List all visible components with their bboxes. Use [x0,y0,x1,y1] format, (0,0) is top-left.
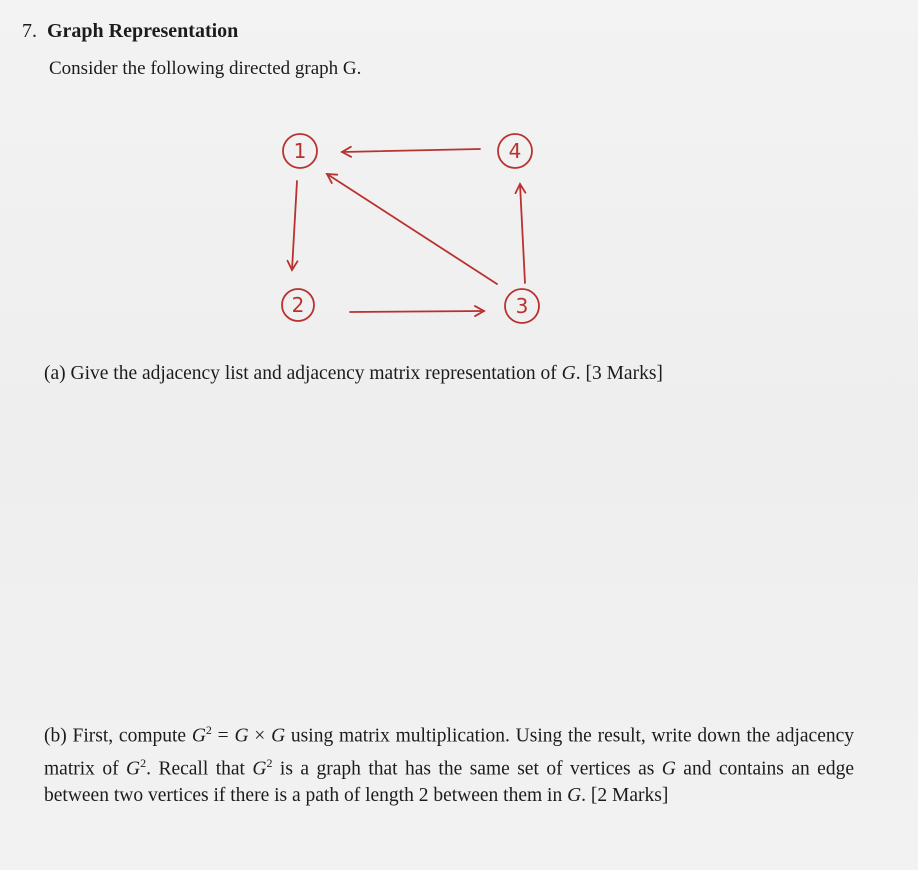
node-2-circle [282,289,314,321]
var-g: G [191,725,206,747]
part-a-marks: [3 Marks] [585,363,663,384]
edge-2-to-3 [350,311,484,312]
part-b-marks: [2 Marks] [590,785,669,806]
var-g: G [561,363,576,384]
var-g: G [271,725,286,747]
part-b-text-6: is a graph that has the same set of vertices as [272,758,662,780]
superscript-2: 2 [266,756,273,770]
part-a-body: Give the adjacency list and adjacency matrix representation of [70,363,562,384]
edge-1-to-2 [292,181,297,270]
node-2-label: 2 [291,293,305,317]
superscript-2: 2 [205,723,212,737]
part-a-label: (a) [44,363,66,384]
question-title: Graph Representation [47,20,239,42]
edge-3-to-1 [327,174,497,284]
part-b-text-4: using matrix multiplication. Using the result, write down the adjacency matrix of [44,725,854,780]
part-a-text [44,361,864,388]
part-b-text-8: . [581,785,591,806]
part-b-text [44,717,854,810]
node-3-label: 3 [515,294,529,318]
part-b-label: (b) [44,725,67,747]
var-g: G [661,758,676,780]
var-g: G [567,785,582,806]
superscript-2: 2 [140,756,147,770]
part-b-text-2: = [211,725,235,747]
edge-3-to-4 [520,184,525,283]
var-g: G [126,758,141,780]
node-1-label: 1 [293,139,307,163]
answer-space-a [44,400,864,700]
node-3-circle [505,289,539,323]
question-intro: Consider the following directed graph G. [49,58,362,79]
part-b-text-1: First, compute [72,725,192,747]
node-4-label: 4 [508,139,522,163]
answer-space-b [44,830,864,865]
edge-4-to-1 [342,149,480,152]
part-a-period: . [575,363,586,384]
question-heading [22,20,238,43]
node-1-circle [283,134,317,168]
part-b-text-5: . Recall that [146,758,253,780]
part-b-text-7: and contains an edge between two vertices if there is a path of length 2 between them in [44,758,854,806]
part-b-text-3: × [248,725,272,747]
directed-graph-diagram [0,0,918,360]
question-number: 7. [22,20,37,42]
var-g: G [234,725,249,747]
var-g: G [252,758,267,780]
node-4-circle [498,134,532,168]
